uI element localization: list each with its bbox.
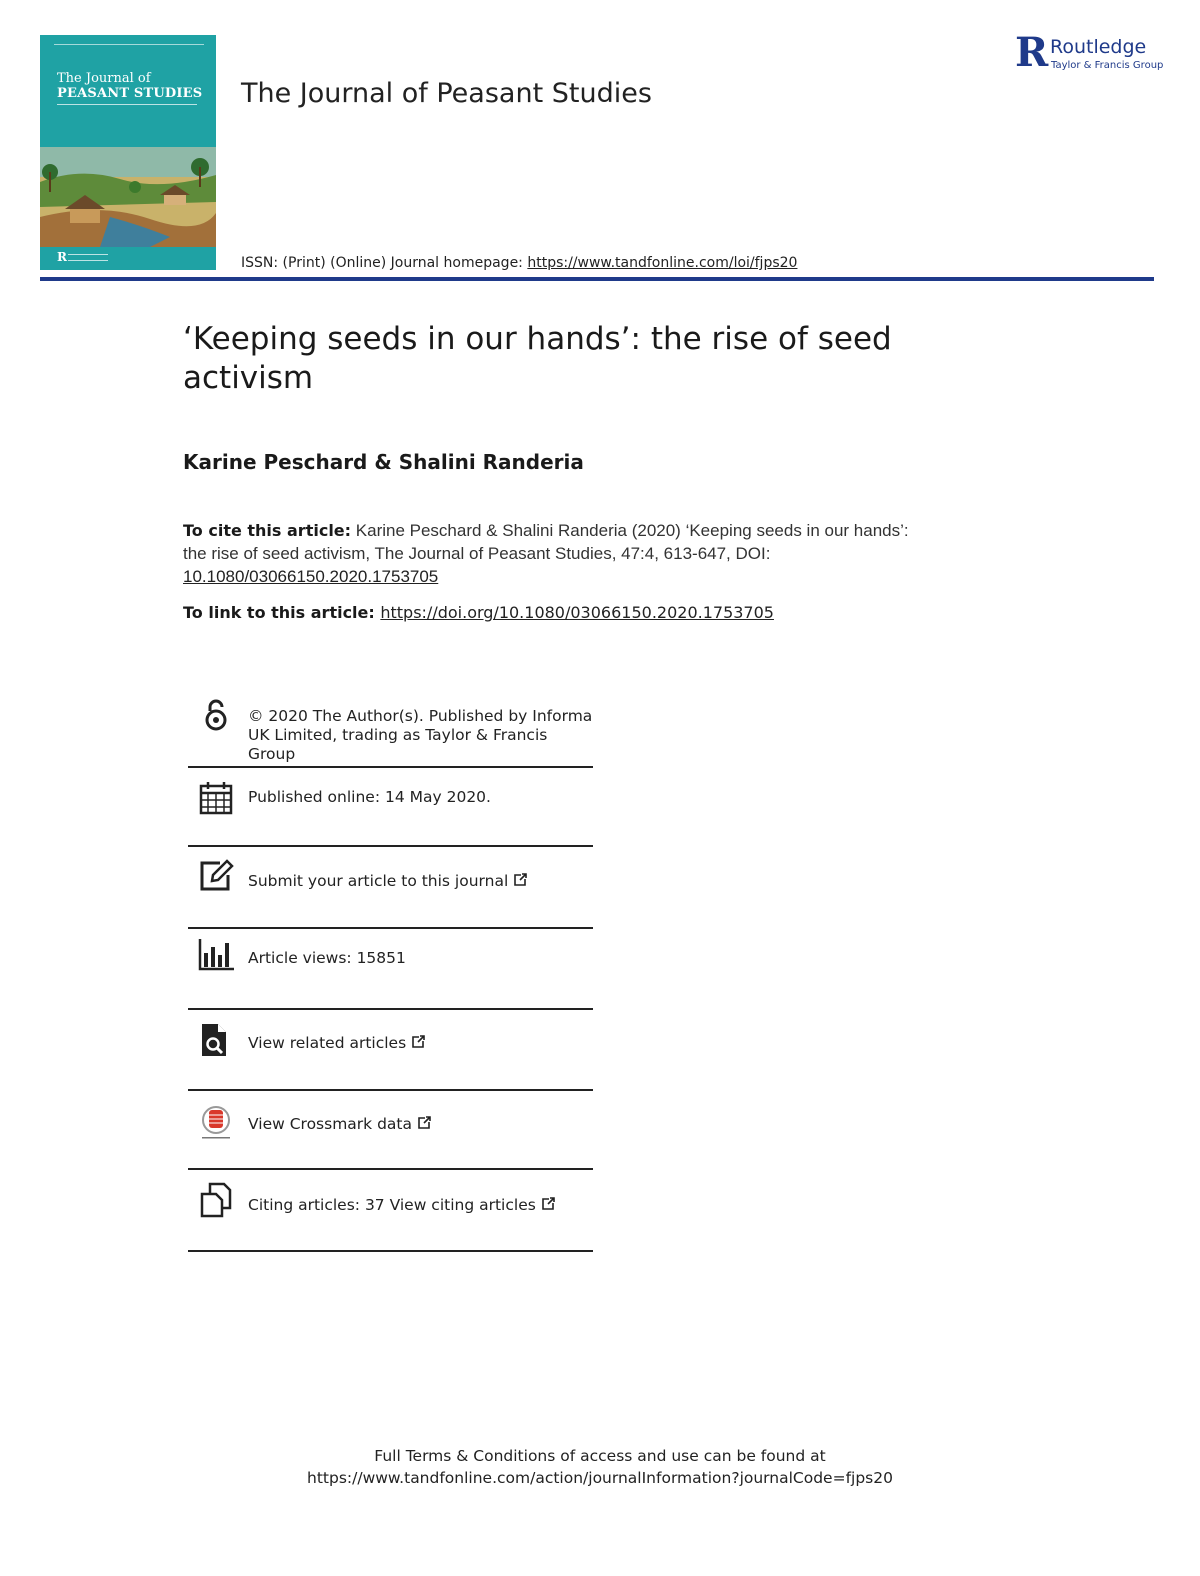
citing-articles-row[interactable] — [188, 1170, 593, 1252]
crossmark-link[interactable]: View Crossmark data — [248, 1115, 412, 1133]
citation-label: To cite this article: — [183, 521, 352, 540]
copy-documents-icon — [198, 1182, 234, 1218]
footer-terms-link[interactable]: https://www.tandfonline.com/action/journalInformation?journalCode=fjps20 — [307, 1469, 893, 1487]
cover-publisher-mark: R — [57, 250, 67, 264]
calendar-icon — [198, 780, 234, 816]
citation-text: Karine Peschard & Shalini Randeria (2020) ‘Keeping seeds in our hands’: the rise of seed activism, The Journal of Peasant Studies, 47:4, 613-647, DOI: — [183, 521, 909, 563]
edit-icon — [198, 857, 234, 893]
cover-title-line2: PEASANT STUDIES — [57, 86, 203, 101]
citation-block — [183, 519, 913, 588]
crossmark-icon — [198, 1105, 234, 1141]
footer-line-1: Full Terms & Conditions of access and use can be found at — [374, 1447, 826, 1465]
open-access-icon — [198, 697, 234, 733]
published-row — [188, 768, 593, 847]
routledge-logo — [1015, 29, 1165, 77]
routledge-logo-mark: R — [1015, 29, 1049, 76]
article-title: ‘Keeping seeds in our hands’: the rise of seed activism — [183, 321, 892, 396]
article-doi-link[interactable]: https://doi.org/10.1080/03066150.2020.1753705 — [380, 603, 774, 622]
article-authors: Karine Peschard & Shalini Randeria — [183, 450, 584, 474]
copyright-row — [188, 695, 593, 768]
header-divider — [40, 277, 1154, 281]
copyright-text: © 2020 The Author(s). Published by Informa UK Limited, trading as Taylor & Francis Group — [248, 707, 593, 763]
citing-articles-link[interactable]: Citing articles: 37 View citing articles — [248, 1196, 536, 1214]
citation-doi-link[interactable]: 10.1080/03066150.2020.1753705 — [183, 567, 439, 586]
terms-footer — [200, 1445, 1000, 1489]
journal-name: The Journal of Peasant Studies — [241, 78, 652, 109]
external-link-icon — [512, 872, 528, 888]
cover-title-line1: The Journal of — [57, 71, 151, 86]
document-search-icon — [198, 1022, 234, 1058]
issn-label: ISSN: (Print) (Online) Journal homepage: — [241, 255, 528, 271]
related-articles-row[interactable] — [188, 1010, 593, 1091]
crossmark-row[interactable] — [188, 1091, 593, 1170]
bar-chart-icon — [198, 937, 234, 973]
journal-homepage-link[interactable]: https://www.tandfonline.com/loi/fjps20 — [527, 255, 798, 271]
external-link-icon — [416, 1115, 432, 1131]
article-views-text: Article views: 15851 — [248, 949, 406, 967]
external-link-icon — [410, 1034, 426, 1050]
journal-cover-image — [40, 35, 216, 270]
article-views-row — [188, 929, 593, 1010]
submit-article-link[interactable]: Submit your article to this journal — [248, 872, 509, 890]
issn-line — [241, 255, 797, 271]
article-link-block — [183, 603, 774, 622]
cover-illustration — [40, 147, 216, 247]
routledge-logo-subtitle: Taylor & Francis Group — [1051, 60, 1164, 71]
published-date-text: Published online: 14 May 2020. — [248, 788, 491, 806]
related-articles-link[interactable]: View related articles — [248, 1034, 407, 1052]
article-link-label: To link to this article: — [183, 603, 381, 622]
external-link-icon — [540, 1196, 556, 1212]
routledge-logo-name: Routledge — [1050, 36, 1147, 58]
submit-article-row[interactable] — [188, 847, 593, 929]
